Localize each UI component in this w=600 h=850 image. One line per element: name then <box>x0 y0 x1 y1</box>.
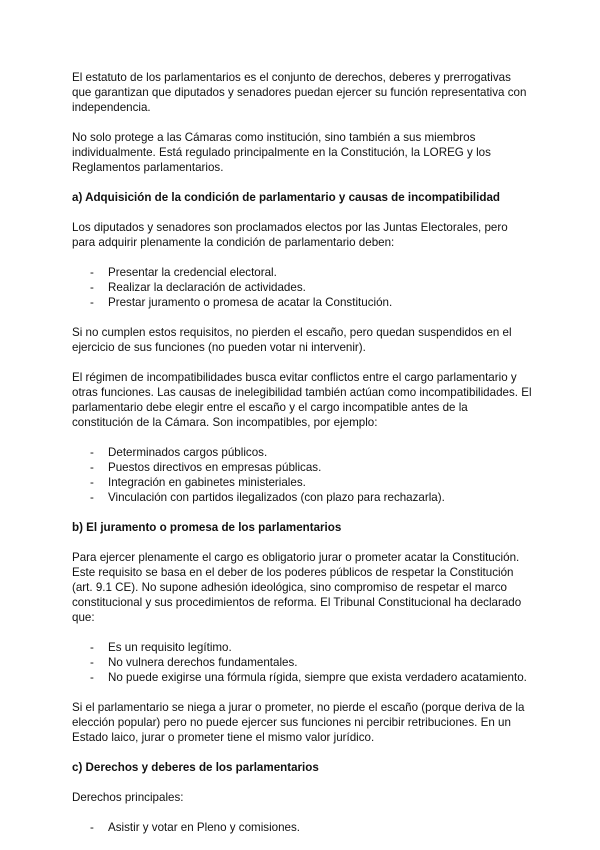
section-heading-b: b) El juramento o promesa de los parlamentarios <box>72 521 342 534</box>
intro-paragraph-2: No solo protege a las Cámaras como institución, sino también a sus miembros individualmente. Está regulado principalmente en la Constitución, la LOREG y los Reglamentos parlamentarios. <box>72 131 491 174</box>
section-heading-a: a) Adquisición de la condición de parlamentario y causas de incompatibilidad <box>72 191 500 204</box>
list-item: - Determinados cargos públicos. <box>90 446 268 459</box>
list-item: - Es un requisito legítimo. <box>90 641 232 654</box>
tc-declarations-list <box>72 640 532 685</box>
list-item: - Puestos directivos en empresas públicas. <box>90 461 322 474</box>
section-heading-c: c) Derechos y deberes de los parlamentarios <box>72 761 319 774</box>
paragraph: Si no cumplen estos requisitos, no pierden el escaño, pero quedan suspendidos en el ejercicio de sus funciones (no pueden votar ni intervenir). <box>72 326 512 354</box>
dash-bullet: - <box>90 476 94 489</box>
list-item: - Presentar la credencial electoral. <box>90 266 277 279</box>
dash-bullet: - <box>90 266 94 279</box>
dash-bullet: - <box>90 281 94 294</box>
requirements-list <box>72 265 532 310</box>
document-body <box>72 70 532 850</box>
list-item: - Prestar juramento o promesa de acatar la Constitución. <box>90 296 393 309</box>
dash-bullet: - <box>90 491 94 504</box>
dash-bullet: - <box>90 461 94 474</box>
intro-paragraph: El estatuto de los parlamentarios es el conjunto de derechos, deberes y prerrogativas que garantizan que diputados y senadores puedan ejercer su función representativa con independencia. <box>72 71 527 114</box>
dash-bullet: - <box>90 671 94 684</box>
list-item: - Integración en gabinetes ministeriales. <box>90 476 306 489</box>
rights-list <box>72 820 532 835</box>
list-item: - Vinculación con partidos ilegalizados (con plazo para rechazarla). <box>90 491 445 504</box>
dash-bullet: - <box>90 656 94 669</box>
paragraph: El régimen de incompatibilidades busca evitar conflictos entre el cargo parlamentario y otras funciones. Las causas de inelegibilidad también actúan como incompatibilidades. El parlamentario debe elegir entre el escaño y el cargo incompatible antes de la constitución de la Cámara. Son incompatibles, por ejemplo: <box>72 371 532 429</box>
list-item: - Asistir y votar en Pleno y comisiones. <box>90 821 301 834</box>
paragraph: Los diputados y senadores son proclamados electos por las Juntas Electorales, pero para adquirir plenamente la condición de parlamentario deben: <box>72 221 508 249</box>
dash-bullet: - <box>90 296 94 309</box>
paragraph: Si el parlamentario se niega a jurar o prometer, no pierde el escaño (porque deriva de la elección popular) pero no puede ejercer sus funciones ni percibir retribuciones. En un Estado laico, jurar o prometer tiene el mismo valor jurídico. <box>72 701 525 744</box>
dash-bullet: - <box>90 821 94 834</box>
dash-bullet: - <box>90 446 94 459</box>
incompatibilities-list <box>72 445 532 505</box>
list-item: - Realizar la declaración de actividades. <box>90 281 306 294</box>
paragraph: Derechos principales: <box>72 791 184 804</box>
list-item: - No puede exigirse una fórmula rígida, siempre que exista verdadero acatamiento. <box>90 671 527 684</box>
list-item: - No vulnera derechos fundamentales. <box>90 656 298 669</box>
dash-bullet: - <box>90 641 94 654</box>
paragraph: Para ejercer plenamente el cargo es obligatorio jurar o prometer acatar la Constitución. Este requisito se basa en el deber de los poderes públicos de respetar la Constitución (art. 9.1 CE). No supone adhesión ideológica, sino compromiso de respetar el marco constitucional y sus procedimientos de reforma. El Tribunal Constitucional ha declarado que: <box>72 551 522 624</box>
